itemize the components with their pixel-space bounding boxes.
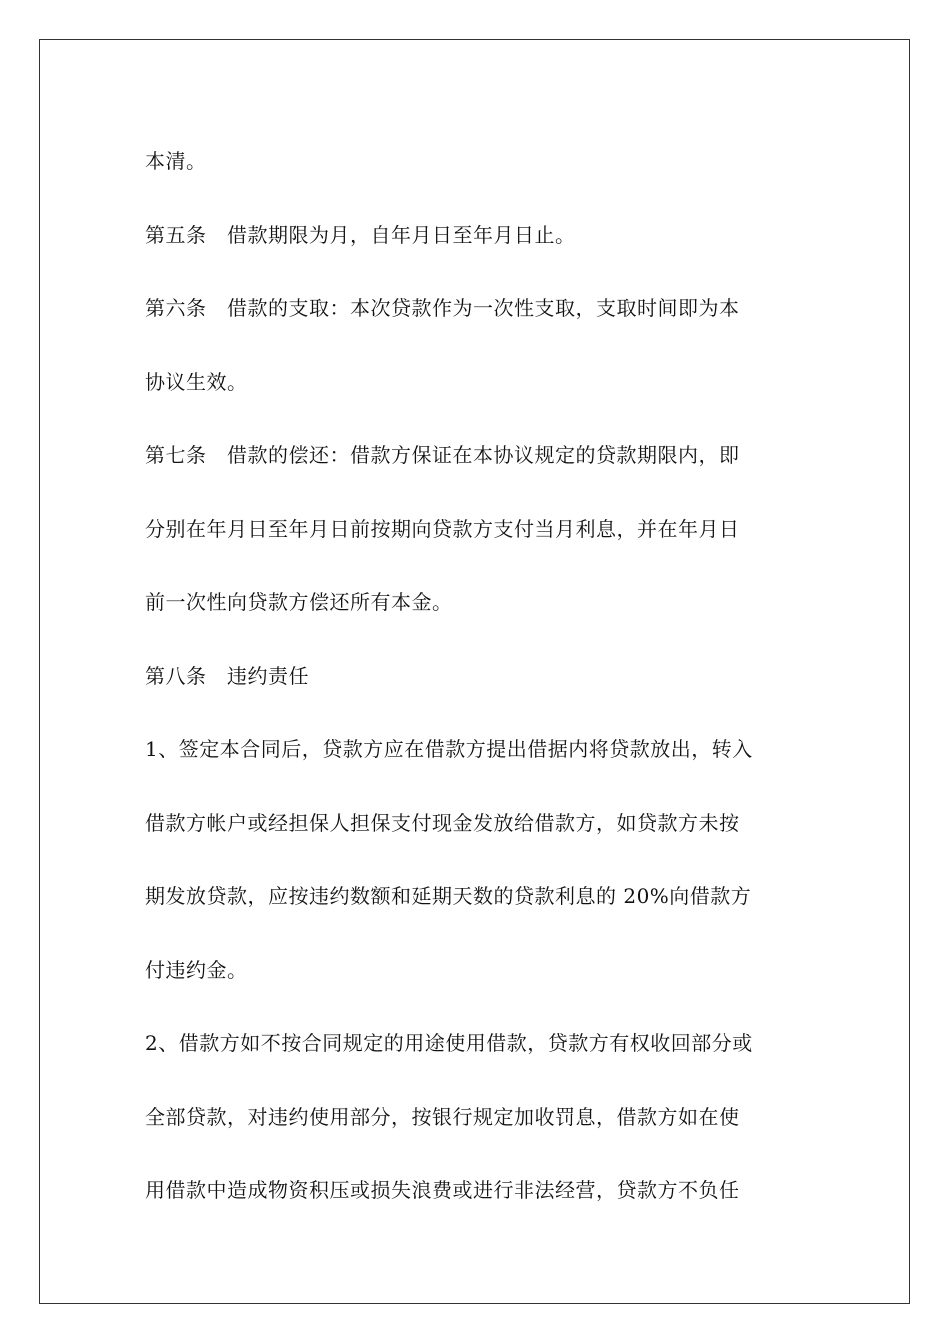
clause-1-line-2: 借款方帐户或经担保人担保支付现金发放给借款方，如贷款方未按 — [145, 810, 740, 835]
clause-1-line-3: 期发放贷款，应按违约数额和延期天数的贷款利息的 20%向借款方 — [145, 884, 752, 908]
article-7-line-3: 前一次性向贷款方偿还所有本金。 — [145, 590, 453, 614]
clause-1-line-4: 付违约金。 — [145, 957, 248, 982]
article-7-line-2: 分别在年月日至年月日前按期向贷款方支付当月利息，并在年月日 — [145, 516, 740, 541]
article-8-heading: 第八条 违约责任 — [145, 663, 309, 688]
article-6-line-2: 协议生效。 — [145, 369, 248, 394]
clause-1-line: 1、签定本合同后，贷款方应在借款方提出借据内将贷款放出，转入 — [145, 737, 753, 761]
article-5-line: 第五条 借款期限为月，自年月日至年月日止。 — [145, 222, 576, 247]
article-7-line: 第七条 借款的偿还：借款方保证在本协议规定的贷款期限内，即 — [145, 443, 740, 467]
document-body — [145, 125, 825, 1228]
clause-2-line-3: 用借款中造成物资积压或损失浪费或进行非法经营，贷款方不负任 — [145, 1178, 740, 1202]
text-line-continuation: 本清。 — [145, 149, 207, 173]
article-6-line: 第六条 借款的支取：本次贷款作为一次性支取，支取时间即为本 — [145, 296, 740, 320]
clause-2-line-2: 全部贷款，对违约使用部分，按银行规定加收罚息，借款方如在使 — [145, 1104, 740, 1129]
clause-2-line: 2、借款方如不按合同规定的用途使用借款，贷款方有权收回部分或 — [145, 1031, 753, 1055]
